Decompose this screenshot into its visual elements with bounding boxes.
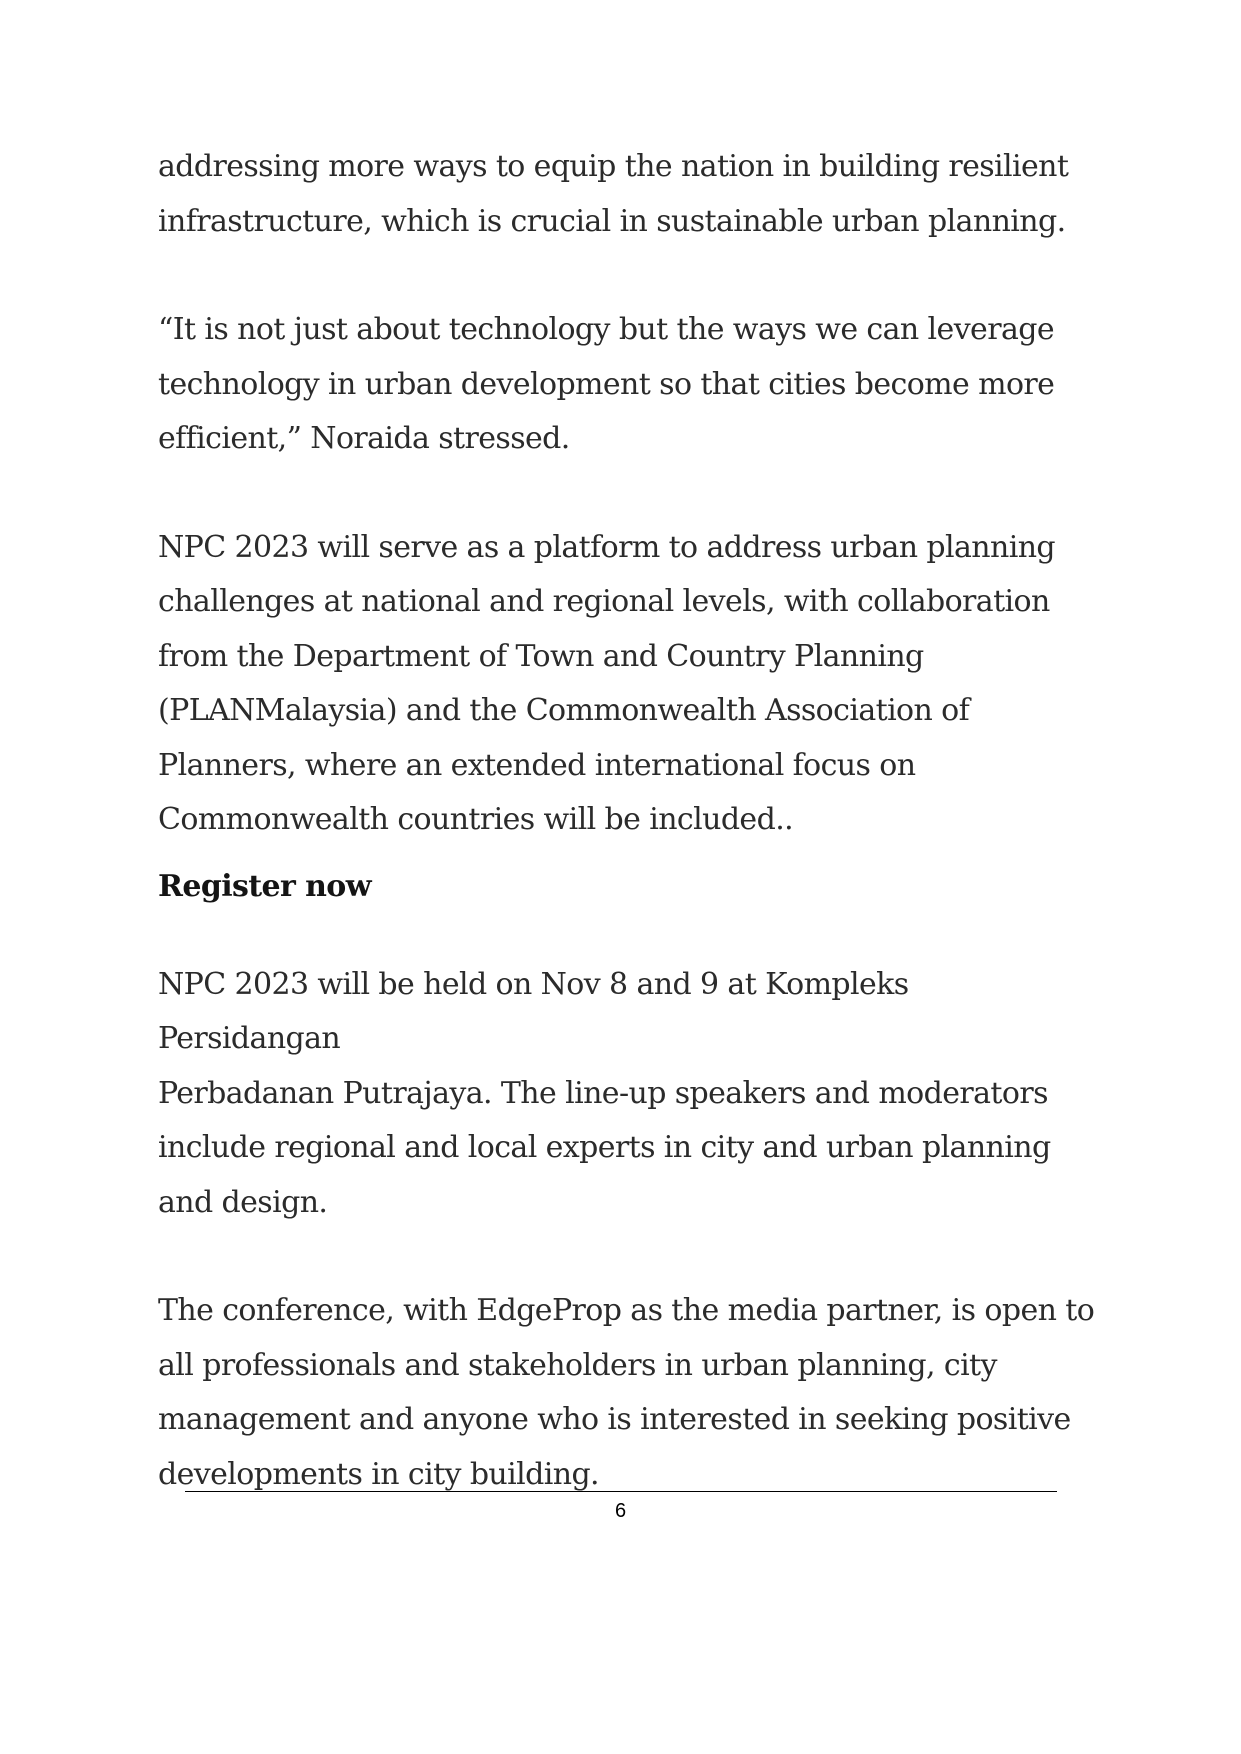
paragraph-platform: NPC 2023 will serve as a platform to address urban planning challenges at national and regional levels, with collaboration from the Department of Town and Country Planning (PLANMalaysia) and the Commonwealth Association of Planners, where an extended international focus on Commonwealth countries will be included.. [158,529,1056,837]
article-body [158,140,1098,1502]
paragraph-audience: The conference, with EdgeProp as the media partner, is open to all professionals and stakeholders in urban planning, city management and anyone who is interested in seeking positive developments in city building. [158,1293,1095,1492]
page-number: 6 [614,1500,627,1522]
footer-divider [185,1491,1057,1492]
section-heading-register: Register now [158,868,371,904]
paragraph-venue: NPC 2023 will be held on Nov 8 and 9 at Kompleks Persidangan Perbadanan Putrajaya. The line-up speakers and moderators include regional and local experts in city and urban planning and design. [158,966,1051,1220]
paragraph-infrastructure: addressing more ways to equip the nation in building resilient infrastructure, which is crucial in sustainable urban planning. [158,149,1069,239]
paragraph-quote: “It is not just about technology but the ways we can leverage technology in urban development so that cities become more efficient,” Noraida stressed. [158,312,1055,456]
